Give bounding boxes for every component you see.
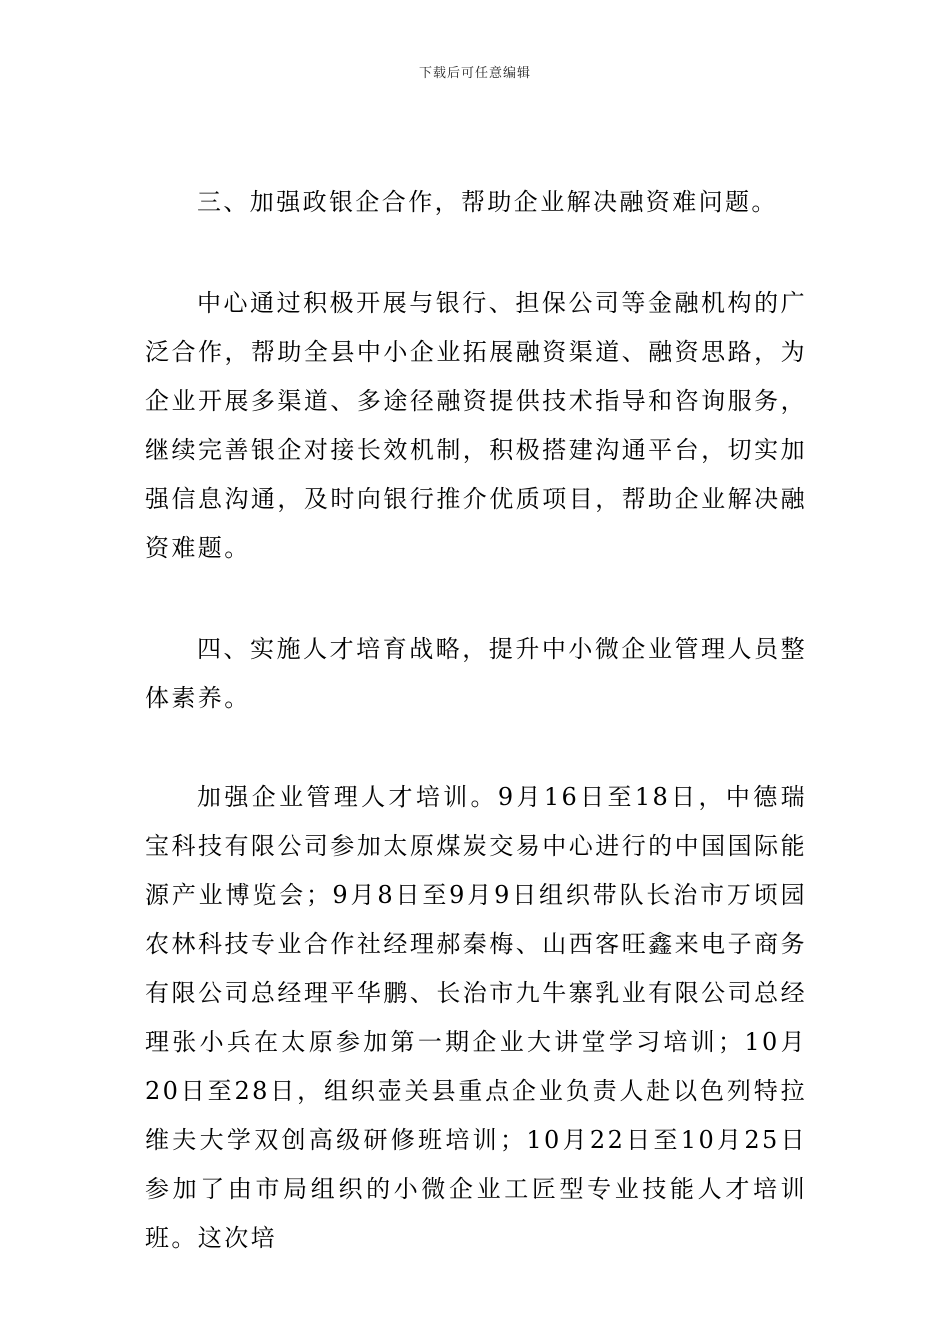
document-body <box>145 178 807 1315</box>
page-header: 下载后可任意编辑 <box>418 66 531 81</box>
body-paragraph: 加强企业管理人才培训。9月16日至18日，中德瑞宝科技有限公司参加太原煤炭交易中心进行的中国国际能源产业博览会；9月8日至9月9日组织带队长治市万顷园农林科技专业合作社经理郝秦梅、山西客旺鑫来电子商务有限公司总经理平华鹏、长治市九牛寨乳业有限公司总经理张小兵在太原参加第一期企业大讲堂学习培训；10月20日至28日，组织壶关县重点企业负责人赴以色列特拉维夫大学双创高级研修班培训；10月22日至10月25日参加了由市局组织的小微企业工匠型专业技能人才培训班。这次培 <box>145 783 807 1252</box>
section-heading-3: 三、加强政银企合作，帮助企业解决融资难问题。 <box>197 188 778 216</box>
body-paragraph: 中心通过积极开展与银行、担保公司等金融机构的广泛合作，帮助全县中小企业拓展融资渠道、融资思路，为企业开展多渠道、多途径融资提供技术指导和咨询服务，继续完善银企对接长效机制，积极搭建沟通平台，切实加强信息沟通，及时向银行推介优质项目，帮助企业解决融资难题。 <box>145 289 807 562</box>
section-heading-4: 四、实施人才培育战略，提升中小微企业管理人员整体素养。 <box>145 635 807 712</box>
